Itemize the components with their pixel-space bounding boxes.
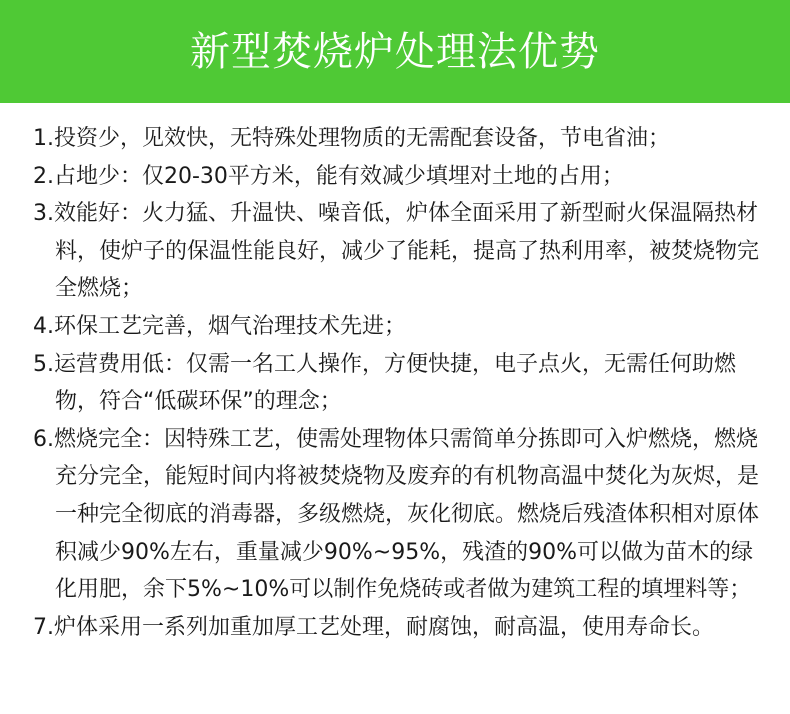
list-item: 3.效能好：火力猛、升温快、噪音低，炉体全面采用了新型耐火保温隔热材料，使炉子的保温性能良好，减少了能耗，提高了热利用率，被焚烧物完全燃烧； [33, 201, 760, 302]
list-item: 2.占地少：仅20-30平方米，能有效减少填埋对土地的占用； [33, 163, 624, 189]
list-item: 1.投资少，见效快，无特殊处理物质的无需配套设备，节电省油； [33, 126, 670, 151]
page-title: 新型焚烧炉处理法优势 [190, 29, 600, 75]
list-item: 7.炉体采用一系列加重加厚工艺处理，耐腐蚀，耐高温，使用寿命长。 [33, 614, 714, 640]
advantages-list [33, 120, 773, 646]
list-item: 6.燃烧完全：因特殊工艺，使需处理物体只需简单分拣即可入炉燃烧，燃烧充分完全，能短时间内将被焚烧物及废弃的有机物高温中焚化为灰烬，是一种完全彻底的消毒器，多级燃烧，灰化彻底。燃烧后残渣体积相对原体积减少90%左右，重量减少90%~95%，残渣的90%可以做为苗木的绿化用肥，余下5%~10%可以制作免烧砖或者做为建筑工程的填埋料等； [33, 426, 760, 603]
header-banner [0, 0, 790, 103]
list-item: 5.运营费用低：仅需一名工人操作，方便快捷，电子点火，无需任何助燃物，符合“低碳环保”的理念； [33, 351, 736, 415]
list-item: 4.环保工艺完善，烟气治理技术先进； [33, 313, 406, 339]
